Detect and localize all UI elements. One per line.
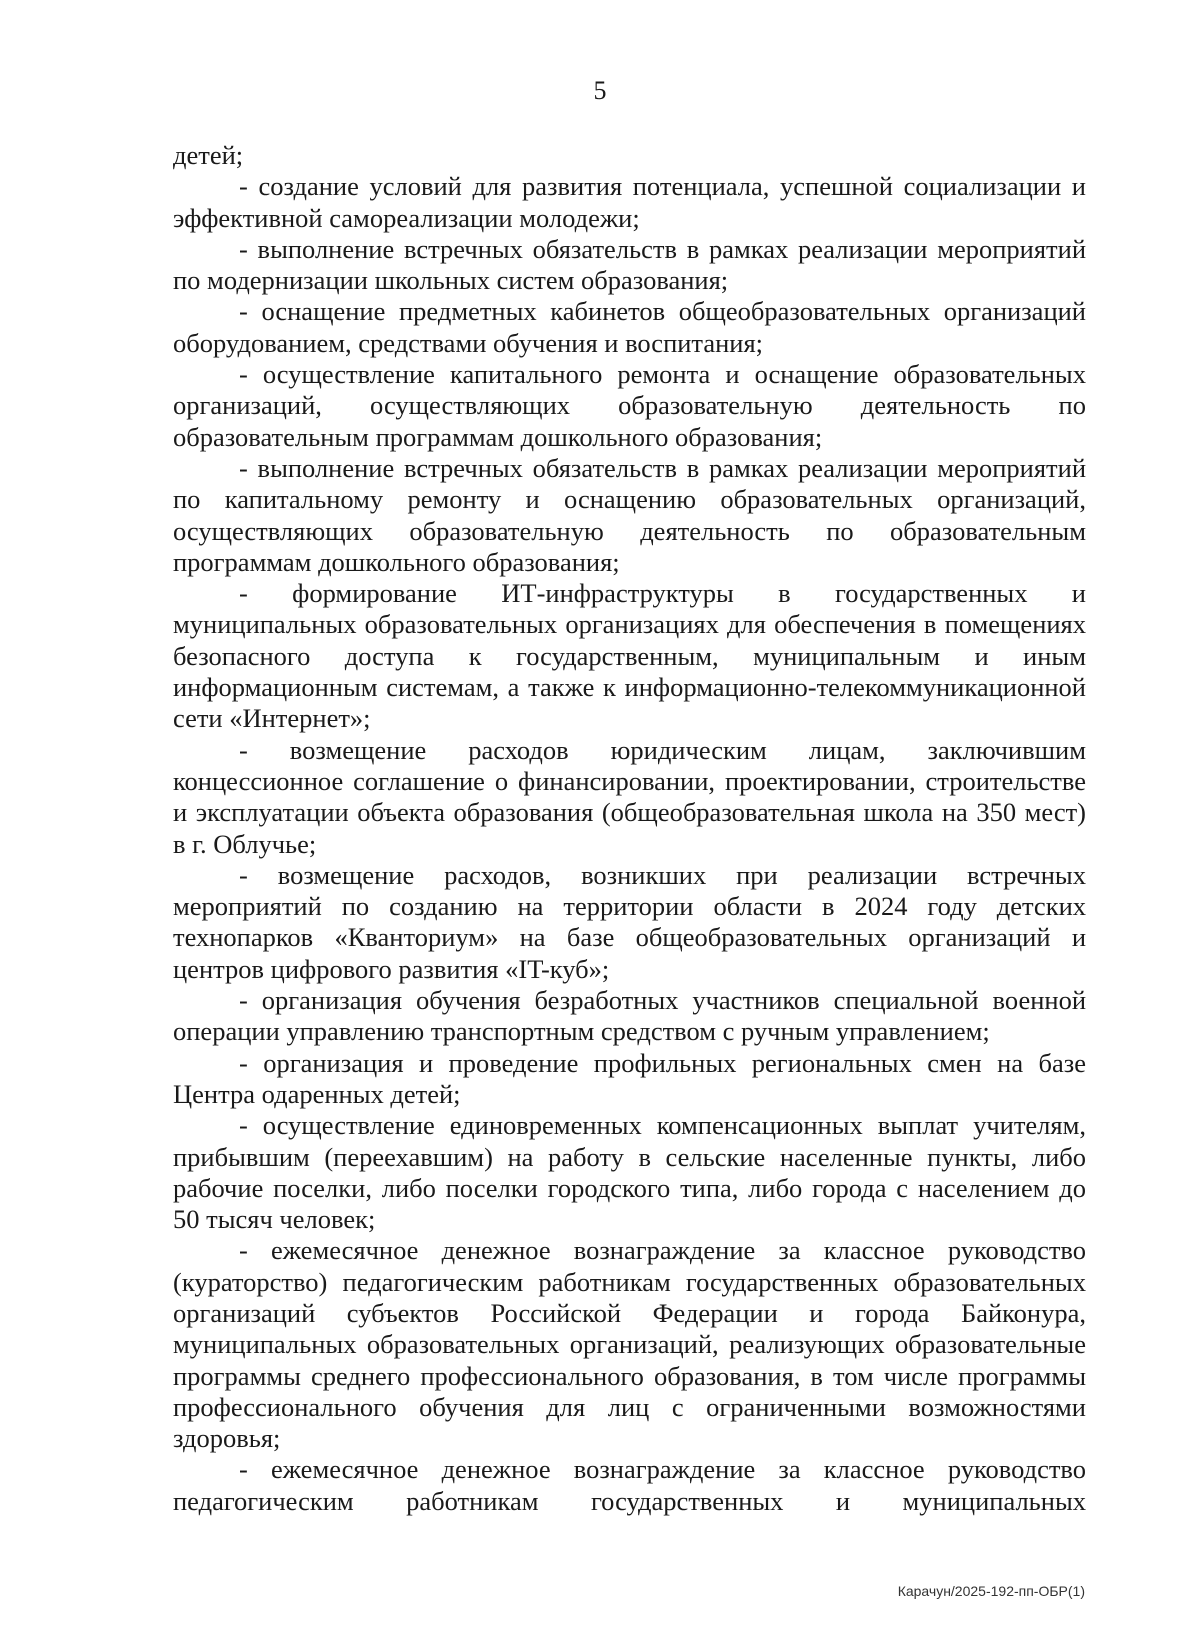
list-item: - оснащение предметных кабинетов общеобразовательных организаций оборудованием, средствами обучения и воспитания; <box>173 296 1086 358</box>
list-item: - возмещение расходов юридическим лицам, заключившим концессионное соглашение о финансировании, проектировании, строительстве и эксплуатации объекта образования (общеобразовательная школа на 350 мест) в г. Облучье; <box>173 734 1086 859</box>
list-item: - выполнение встречных обязательств в рамках реализации мероприятий по модернизации школьных систем образования; <box>173 233 1086 296</box>
list-item: - организация обучения безработных участников специальной военной операции управлению транспортным средством с ручным управлением; <box>173 985 1086 1047</box>
list-item: - осуществление капитального ремонта и оснащение образовательных организаций, осуществляющих образовательную деятельность по образовательным программам дошкольного образования; <box>173 359 1086 452</box>
list-item: - ежемесячное денежное вознаграждение за классное руководство педагогическим работникам государственных и муниципальных <box>173 1454 1086 1516</box>
list-item: - ежемесячное денежное вознаграждение за классное руководство (кураторство) педагогическим работникам государственных образовательных организаций субъектов Российской Федерации и города Байконура, муниципальных образовательных организаций, реализующих образовательные программы среднего профессионального образования, в том числе программы профессионального обучения для лиц с ограниченными возможностями здоровья; <box>173 1235 1086 1454</box>
page-number: 5 <box>593 76 607 105</box>
list-item: - создание условий для развития потенциала, успешной социализации и эффективной самореализации молодежи; <box>173 171 1086 233</box>
list-item: - формирование ИТ-инфраструктуры в государственных и муниципальных образовательных организациях для обеспечения в помещениях безопасного доступа к государственным, муниципальным и иным информационным системам, а также к информационно-телекоммуникационной сети «Интернет»; <box>173 578 1086 734</box>
list-item: - осуществление единовременных компенсационных выплат учителям, прибывшим (переехавшим) на работу в сельские населенные пункты, либо рабочие поселки, либо поселки городского типа, либо города с населением до 50 тысяч человек; <box>173 1110 1086 1235</box>
list-item: - возмещение расходов, возникших при реализации встречных мероприятий по созданию на территории области в 2024 году детских технопарков «Кванториум» на базе общеобразовательных организаций и центров цифрового развития «IT-куб»; <box>173 859 1086 984</box>
list-item: - выполнение встречных обязательств в рамках реализации мероприятий по капитальному ремонту и оснащению образовательных организаций, осуществляющих образовательную деятельность по образовательным программам дошкольного образования; <box>173 452 1086 577</box>
document-reference-code: Карачун/2025-192-пп-ОБР(1) <box>897 1583 1085 1599</box>
paragraph-continuation: детей; <box>173 140 244 170</box>
list-item: - организация и проведение профильных региональных смен на базе Центра одаренных детей; <box>173 1047 1086 1109</box>
document-body <box>173 140 1086 1517</box>
